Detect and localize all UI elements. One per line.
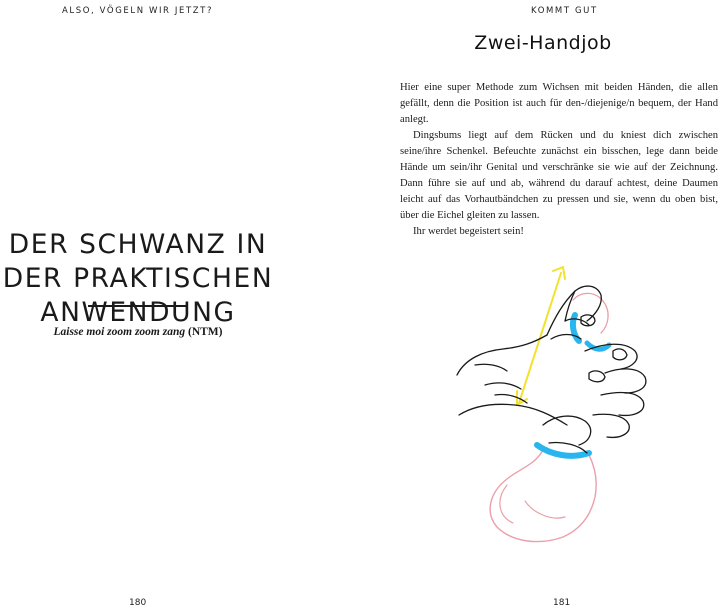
running-head: KOMMT GUT [531,6,598,16]
subtitle-suffix: (NTM) [185,326,223,338]
title-divider [88,305,186,307]
glans-outline [573,293,608,333]
body-text [400,80,718,240]
hands-line-art [457,286,646,453]
balls-outline [500,485,565,523]
chapter-title [0,228,276,330]
chapter-title-line-2: DER PRAKTISCHEN [2,263,274,294]
base-highlight [537,445,589,456]
paragraph: Hier eine super Methode zum Wichsen mit beiden Händen, die allen gefällt, denn die Position ist auch für den-/diejenige/n bequem, der Hand anlegt. [400,82,718,125]
right-page [360,0,720,610]
paragraph: Ihr werdet begeistert sein! [413,226,524,237]
running-head: ALSO, VÖGELN WIR JETZT? [62,6,214,16]
shaft-outline [490,450,596,542]
paragraph: Dingsbums liegt auf dem Rücken und du kniest dich zwischen seine/ihre Schenkel. Befeuchte zunächst ein bisschen, lege dann beide Hände um sein/ihr Genital und verschränke sie wie auf der Zeichnung. Dann führe sie auf und ab, während du darauf achtest, deine Daumen leicht auf das Vorhautbändchen zu pressen und sie, wenn du oben bist, über die Eichel gleiten zu lassen. [400,130,718,221]
section-title: Zwei-Handjob [474,32,612,54]
chapter-title-line-1: DER SCHWANZ IN [8,229,268,260]
page-number: 180 [129,598,147,608]
page-number: 181 [553,598,571,608]
two-hands-grip-illustration [455,255,675,560]
chapter-subtitle [0,326,276,338]
subtitle-italic: Laisse moi zoom zoom zang [53,326,186,338]
chapter-title-line-3: ANWENDUNG [40,297,236,328]
